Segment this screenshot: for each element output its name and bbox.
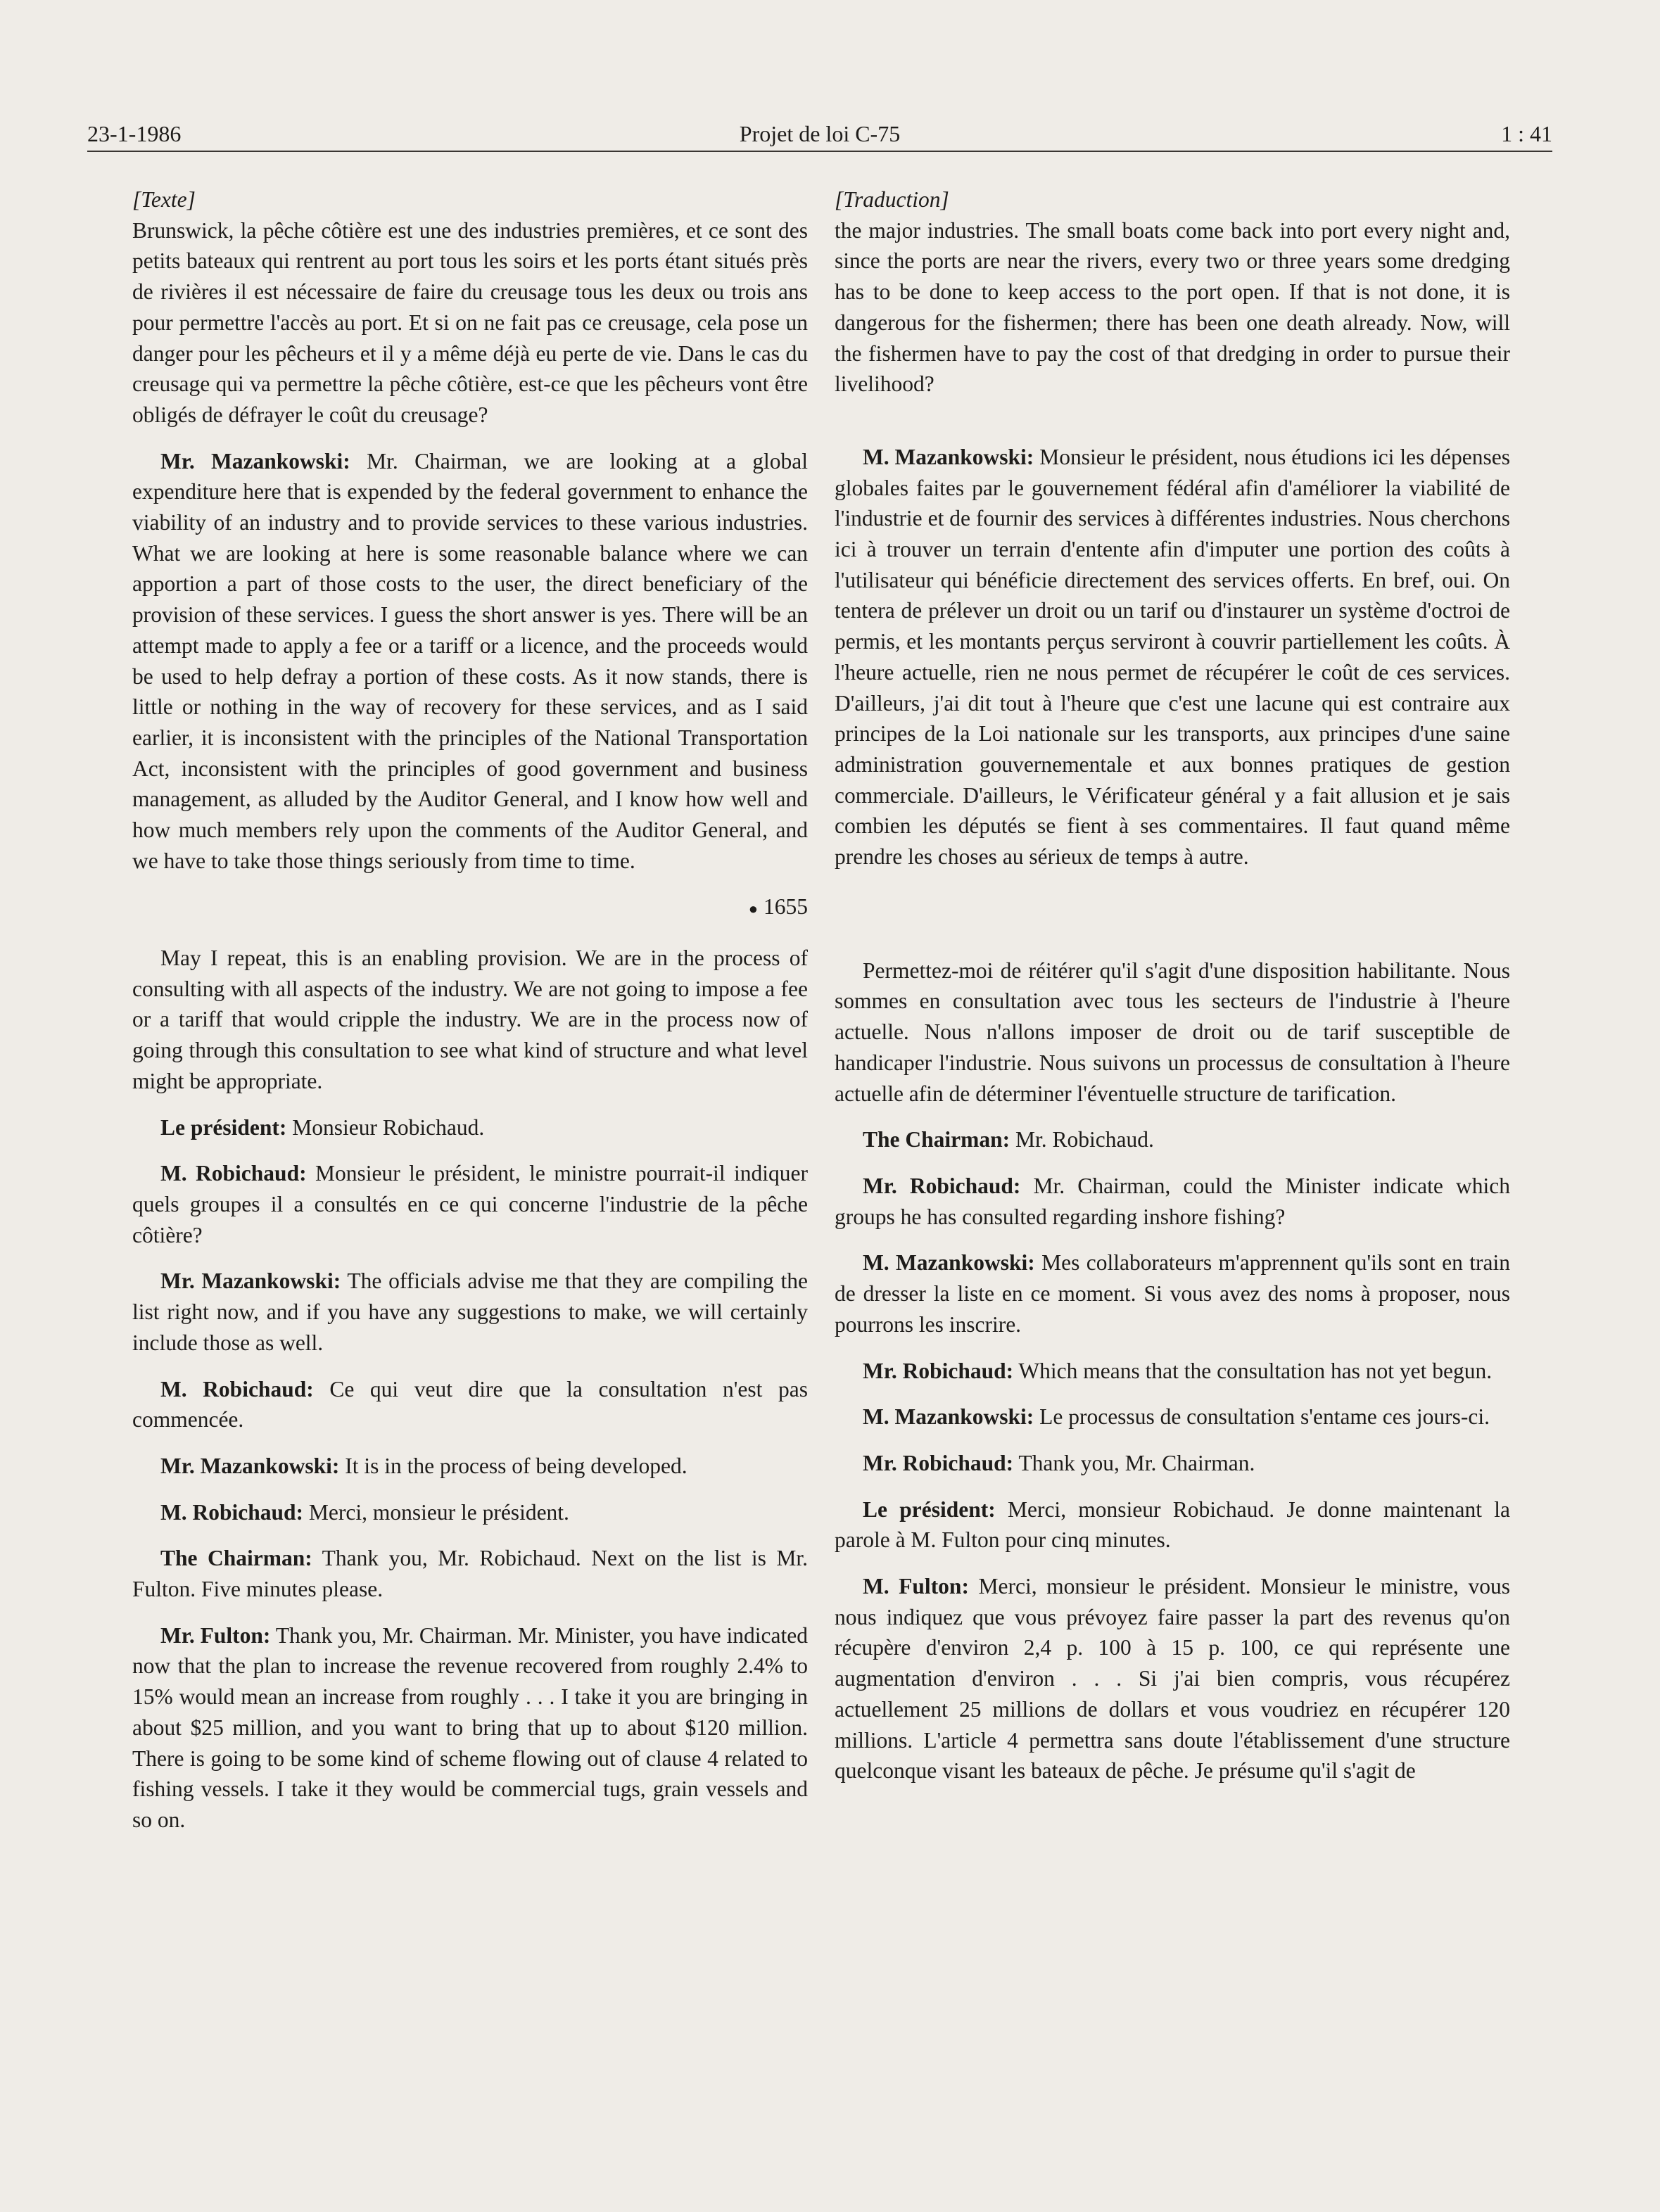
speech-text: Thank you, Mr. Chairman. Mr. Minister, you have indicated now that the plan to increase the revenue recovered from roughly 2.4% to 15% would mean an increase from roughly . . . I take it you are bringing in about $25 million, and you want to bring that up to about $120 million. There is going to be some kind of scheme flowing out of clause 4 related to fishing vessels. I take it they would be commercial tugs, grain vessels and so on. (132, 1622, 808, 1832)
speech (835, 1494, 1510, 1556)
speech-text: Mes collaborateurs m'apprennent qu'ils sont en train de dresser la liste en ce moment. Si vous avez des noms à proposer, nous pourrons les inscrire. (835, 1250, 1511, 1337)
running-header (87, 113, 1552, 155)
speech (132, 1374, 808, 1435)
speech-text: Mr. Chairman, could the Minister indicate which groups he has consulted regarding inshore fishing? (835, 1173, 1510, 1229)
speaker-name: Mr. Robichaud: (863, 1173, 1021, 1198)
spacer (835, 888, 1510, 955)
right-column-label: [Traduction] (835, 187, 949, 212)
speech (132, 1158, 808, 1250)
speech (132, 1266, 808, 1358)
bullet-icon: ● (748, 900, 758, 918)
speaker-name: Mr. Fulton: (160, 1622, 271, 1648)
speech (835, 1124, 1510, 1155)
speech-text: Mr. Robichaud. (1010, 1127, 1154, 1152)
speech (132, 1451, 808, 1482)
speaker-name: M. Mazankowski: (863, 1404, 1034, 1430)
speaker-name: Mr. Mazankowski: (160, 1453, 340, 1478)
left-column-label: [Texte] (132, 187, 196, 212)
timestamp (132, 891, 808, 924)
header-title: Projet de loi C-75 (739, 121, 901, 146)
speech (132, 1620, 808, 1836)
speech (835, 1356, 1510, 1387)
speaker-name: Mr. Robichaud: (863, 1450, 1014, 1475)
left-column (132, 184, 808, 1851)
speaker-name: M. Mazankowski: (863, 1250, 1035, 1276)
speech-text: It is in the process of being developed. (339, 1453, 688, 1478)
speaker-name: M. Robichaud: (160, 1161, 307, 1186)
header-page-number: 1 : 41 (1501, 121, 1552, 146)
speech (132, 1112, 808, 1143)
speaker-name: The Chairman: (863, 1127, 1010, 1152)
speech (835, 1171, 1510, 1232)
paragraph: Permettez-moi de réitérer qu'il s'agit d'une disposition habilitante. Nous sommes en consultation avec tous les secteurs de l'industrie à l'heure actuelle. Nous n'allons imposer de droit ou de tarif susceptible de handicaper l'industrie. Nous suivons un processus de consultation à l'heure actuelle afin de déterminer l'éventuelle structure de tarification. (835, 958, 1510, 1106)
speaker-name: M. Fulton: (863, 1574, 969, 1599)
speaker-name: Le président: (160, 1114, 287, 1140)
speech (132, 1497, 808, 1528)
speech-text: Monsieur le président, nous étudions ici les dépenses globales faites par le gouvernement fédéral afin d'améliorer la viabilité de l'industrie et de fournir des services à différentes industries. Nous cherchons ici à trouver un terrain d'entente afin d'imputer une portion des coûts à l'utilisateur qui bénéficie directement des services offerts. En bref, oui. On tentera de prélever un droit ou un tarif ou d'instaurer un système d'octroi de permis, et les montants perçus serviront à couvrir partiellement les coûts. À l'heure actuelle, rien ne nous permet de récupérer le coût de ces services. D'ailleurs, j'ai dit tout à l'heure que c'est une lacune qui est contraire aux principes de la Loi nationale sur les transports, aux principes d'une saine administration gouvernementale et aux bonnes pratiques de gestion commerciale. D'ailleurs, le Vérificateur général y a fait allusion et je sais combien les députés se fient à ses commentaires. Il faut quand même prendre les choses au sérieux de temps à autre. (835, 444, 1510, 870)
speech-text: Merci, monsieur Robichaud. Je donne maintenant la parole à M. Fulton pour cinq minutes. (835, 1496, 1511, 1553)
speaker-name: Le président: (863, 1496, 996, 1522)
speech-text: Monsieur le président, le ministre pourrait-il indiquer quels groupes il a consultés en ce qui concerne l'industrie de la pêche côtière? (132, 1161, 808, 1247)
header-date: 23-1-1986 (87, 121, 182, 146)
header-rule (87, 151, 1552, 152)
paragraph: Brunswick, la pêche côtière est une des industries premières, et ce sont des petits bateaux qui rentrent au port tous les soirs et les ports étant situés près de rivières il est nécessaire de faire du creusage tous les deux ou trois ans pour permettre l'accès au port. Et si on ne fait pas ce creusage, cela pose un danger pour les pêcheurs et il y a même déjà eu perte de vie. Dans le cas du creusage qui va permettre la pêche côtière, est-ce que les pêcheurs vont être obligés de défrayer le coût du creusage? (132, 217, 808, 427)
paragraph: May I repeat, this is an enabling provision. We are in the process of consulting with all aspects of the industry. We are not going to impose a fee or a tariff that would cripple the industry. We are in the process now of going through this consultation to see what kind of structure and what level might be appropriate. (132, 946, 808, 1093)
speech (132, 446, 808, 877)
right-column (835, 184, 1510, 1802)
speaker-name: Mr. Mazankowski: (160, 448, 350, 473)
speech-text: Thank you, Mr. Robichaud. Next on the list is Mr. Fulton. Five minutes please. (132, 1546, 808, 1602)
speech-text: Mr. Chairman, we are looking at a global expenditure here that is expended by the federal government to enhance the viability of an industry and to provide services to these various industries. What we are looking at here is some reasonable balance where we can apportion a part of those costs to the user, the direct beneficiary of the provision of these services. I guess the short answer is yes. There will be an attempt made to apply a fee or a tariff or a licence, and the proceeds would be used to help defray a portion of these costs. As it now stands, there is little or nothing in the way of recovery for these services, and as I said earlier, it is inconsistent with the principles of the National Transportation Act, inconsistent with the principles of good government and business management, as alluded by the Auditor General, and I know how well and how much members rely upon the comments of the Auditor General, and we have to take those things seriously from time to time. (132, 448, 808, 873)
speaker-name: M. Robichaud: (160, 1376, 314, 1401)
speech (132, 1543, 808, 1604)
paragraph: the major industries. The small boats come back into port every night and, since the ports are near the rivers, every two or three years some dredging has to be done to keep access to the port open. If that is not done, it is dangerous for the fishermen; there has been one death already. Now, will the fishermen have to pay the cost of that dredging in order to pursue their livelihood? (835, 217, 1510, 397)
speaker-name: Mr. Mazankowski: (160, 1269, 341, 1294)
speech-text: Thank you, Mr. Chairman. (1013, 1450, 1255, 1475)
speech-text: Merci, monsieur le président. (303, 1499, 569, 1525)
speech (835, 1401, 1510, 1432)
speech-text: Merci, monsieur le président. Monsieur le ministre, vous nous indiquez que vous prévoyez faire passer la part des revenus qu'on récupère d'environ 2,4 p. 100 à 15 p. 100, ce qui représente une augmentation d'environ . . . Si j'ai bien compris, vous récupérez actuellement 25 millions de dollars et vous voudriez en récupérer 120 millions. L'article 4 permettra sans doute l'établissement d'une structure quelconque visant les bateaux de pêche. Je présume qu'il s'agit de (835, 1574, 1510, 1784)
speech (835, 1448, 1510, 1479)
speech (835, 442, 1510, 872)
speech-text: The officials advise me that they are compiling the list right now, and if you have any suggestions to make, we will certainly include those as well. (132, 1269, 808, 1355)
speaker-name: M. Robichaud: (160, 1499, 304, 1525)
speech-text: Monsieur Robichaud. (286, 1114, 485, 1140)
timestamp-text: 1655 (764, 894, 808, 920)
speech-text: Which means that the consultation has not yet begun. (1013, 1358, 1493, 1383)
speech-text: Ce qui veut dire que la consultation n'est pas commencée. (132, 1376, 808, 1432)
speaker-name: Mr. Robichaud: (863, 1358, 1014, 1383)
speech (835, 1571, 1510, 1786)
speech-text: Le processus de consultation s'entame ces jours-ci. (1034, 1404, 1490, 1430)
speaker-name: The Chairman: (160, 1546, 312, 1571)
speaker-name: M. Mazankowski: (863, 444, 1034, 469)
speech (835, 1247, 1510, 1340)
